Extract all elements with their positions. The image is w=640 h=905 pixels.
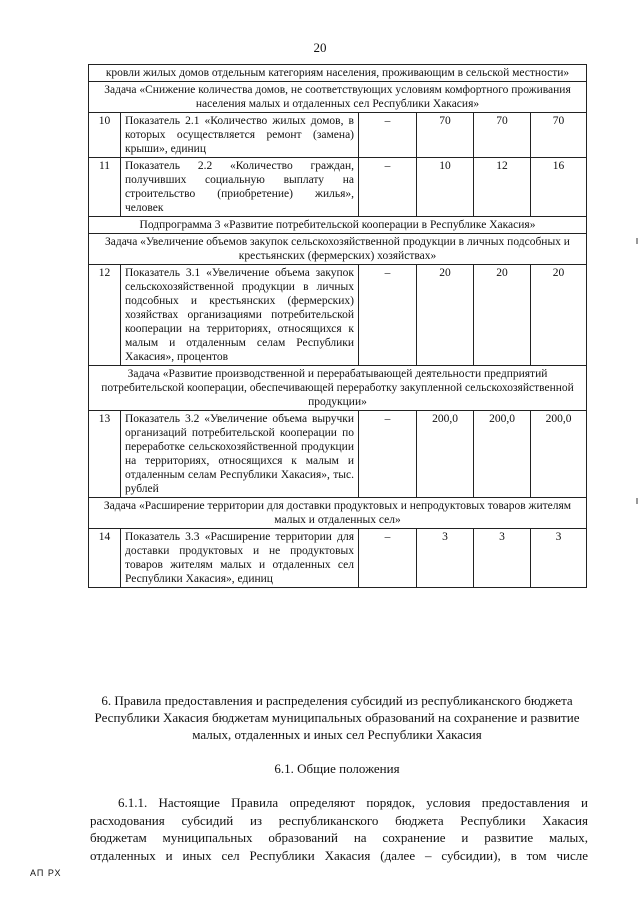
table-row bbox=[89, 529, 587, 588]
table-heading-row bbox=[89, 65, 587, 82]
margin-mark bbox=[636, 238, 638, 244]
year-value-cell: 20 bbox=[474, 265, 531, 366]
year-value-cell: 20 bbox=[417, 265, 474, 366]
row-number-cell: 10 bbox=[89, 113, 121, 158]
task-heading-cell: Подпрограмма 3 «Развитие потребительской кооперации в Республике Хакасия» bbox=[89, 217, 587, 234]
table-heading-row bbox=[89, 498, 587, 529]
page-number: 20 bbox=[313, 40, 327, 55]
base-value-cell: – bbox=[359, 158, 417, 217]
year-value-cell: 3 bbox=[531, 529, 587, 588]
table-heading-row bbox=[89, 234, 587, 265]
subsection-title: 6.1. Общие положения bbox=[274, 761, 400, 776]
year-value-cell: 3 bbox=[474, 529, 531, 588]
section-title: 6. Правила предоставления и распределения субсидий из республиканского бюджета Республики Хакасия бюджетам муниципальных образований на сохранение и развитие малых, отдаленных и иных сел Республики Хакасия bbox=[94, 693, 580, 742]
year-value-cell: 70 bbox=[417, 113, 474, 158]
task-heading-cell: кровли жилых домов отдельным категориям населения, проживающим в сельской местности» bbox=[89, 65, 587, 82]
task-heading-cell: Задача «Расширение территории для доставки продуктовых и непродуктовых товаров жителям малых и отдаленных сел» bbox=[89, 498, 587, 529]
base-value-cell: – bbox=[359, 529, 417, 588]
table-row bbox=[89, 158, 587, 217]
indicator-cell: Показатель 2.2 «Количество граждан, получивших социальную выплату на строительство (приобретение) жилья», человек bbox=[121, 158, 359, 217]
paragraph-line: отдаленных и иных сел Республики Хакасия (далее – субсидии), в том числе bbox=[90, 847, 588, 863]
year-value-cell: 200,0 bbox=[417, 411, 474, 498]
table-row bbox=[89, 411, 587, 498]
table-heading-row bbox=[89, 217, 587, 234]
year-value-cell: 12 bbox=[474, 158, 531, 217]
table-heading-row bbox=[89, 366, 587, 411]
body-paragraph bbox=[90, 794, 588, 864]
task-heading-cell: Задача «Увеличение объемов закупок сельскохозяйственной продукции в личных подсобных и крестьянских (фермерских) хозяйствах» bbox=[89, 234, 587, 265]
indicators-table bbox=[88, 64, 587, 588]
indicator-cell: Показатель 3.2 «Увеличение объема выручки организаций потребительской кооперации по переработке сельскохозяйственной продукции на территориях, относящихся к малым и отдаленным селам Республики Хакасия», тыс. рублей bbox=[121, 411, 359, 498]
year-value-cell: 70 bbox=[474, 113, 531, 158]
paragraph-line: бюджетам муниципальных образований на сохранение и развитие малых, bbox=[90, 830, 588, 845]
paragraph-line: расходования субсидий из республиканского бюджета Республики Хакасия bbox=[90, 812, 588, 828]
task-heading-cell: Задача «Развитие производственной и перерабатывающей деятельности предприятий потребительской кооперации, обеспечивающей переработку закупленной сельскохозяйственной продукции» bbox=[89, 366, 587, 411]
footer-mark: АП РХ bbox=[30, 868, 62, 878]
row-number-cell: 13 bbox=[89, 411, 121, 498]
paragraph-line: 6.1.1. Настоящие Правила определяют порядок, условия предоставления и bbox=[118, 795, 588, 810]
row-number-cell: 11 bbox=[89, 158, 121, 217]
year-value-cell: 200,0 bbox=[531, 411, 587, 498]
year-value-cell: 10 bbox=[417, 158, 474, 217]
year-value-cell: 200,0 bbox=[474, 411, 531, 498]
row-number-cell: 12 bbox=[89, 265, 121, 366]
base-value-cell: – bbox=[359, 411, 417, 498]
year-value-cell: 70 bbox=[531, 113, 587, 158]
table-heading-row bbox=[89, 82, 587, 113]
year-value-cell: 3 bbox=[417, 529, 474, 588]
year-value-cell: 20 bbox=[531, 265, 587, 366]
indicator-cell: Показатель 2.1 «Количество жилых домов, в которых осуществляется ремонт (замена) крыши», единиц bbox=[121, 113, 359, 158]
task-heading-cell: Задача «Снижение количества домов, не соответствующих условиям комфортного проживания населения малых и отдаленных сел Республики Хакасия» bbox=[89, 82, 587, 113]
indicator-cell: Показатель 3.3 «Расширение территории для доставки продуктовых и не продуктовых товаров жителям малых и отдаленных сел Республики Хакасия», единиц bbox=[121, 529, 359, 588]
table-row bbox=[89, 113, 587, 158]
year-value-cell: 16 bbox=[531, 158, 587, 217]
indicator-cell: Показатель 3.1 «Увеличение объема закупок сельскохозяйственной продукции в личных подсобных и крестьянских (фермерских) хозяйствах организациями потребительской кооперации на территориях, относящихся к малым и отдаленным селам Республики Хакасия», процентов bbox=[121, 265, 359, 366]
row-number-cell: 14 bbox=[89, 529, 121, 588]
base-value-cell: – bbox=[359, 265, 417, 366]
base-value-cell: – bbox=[359, 113, 417, 158]
margin-mark bbox=[636, 498, 638, 504]
table-row bbox=[89, 265, 587, 366]
